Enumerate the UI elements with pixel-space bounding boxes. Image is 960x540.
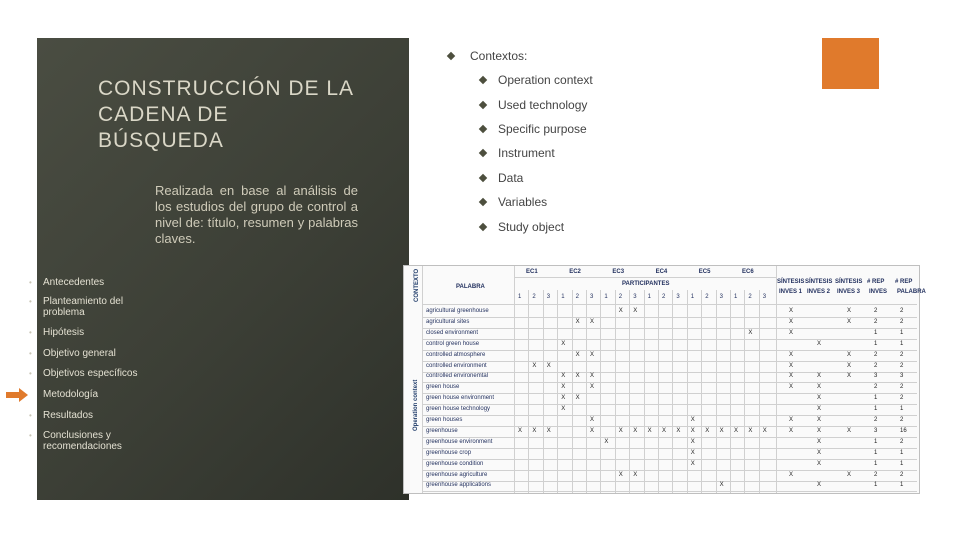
current-section-arrow-icon bbox=[5, 388, 29, 402]
synthesis-header: SÍNTESIS bbox=[835, 279, 863, 285]
participant-number: 3 bbox=[719, 294, 723, 300]
synthesis-header: # REP bbox=[895, 279, 913, 285]
ec-header: EC6 bbox=[742, 269, 754, 275]
participant-number: 3 bbox=[633, 294, 637, 300]
rep-inves-value: 1 bbox=[874, 395, 878, 402]
bullet-icon: • bbox=[29, 369, 32, 378]
participant-mark: X bbox=[734, 427, 739, 434]
rep-inves-value: 1 bbox=[874, 449, 878, 456]
synthesis-mark: X bbox=[847, 373, 852, 380]
synthesis-subheader: PALABRA bbox=[897, 289, 926, 295]
rep-palabra-value: 16 bbox=[900, 427, 907, 434]
synthesis-mark: X bbox=[789, 471, 794, 478]
context-label: CONTEXTO bbox=[414, 268, 420, 302]
synthesis-mark: X bbox=[789, 373, 794, 380]
grid-line bbox=[528, 290, 529, 493]
bullet-icon: • bbox=[29, 431, 32, 440]
rep-inves-value: 2 bbox=[874, 308, 878, 314]
accent-bar bbox=[822, 38, 879, 89]
participant-number: 2 bbox=[575, 294, 579, 300]
grid-line bbox=[672, 290, 673, 493]
bullet-icon: • bbox=[29, 349, 32, 358]
synthesis-header: SÍNTESIS bbox=[805, 279, 833, 285]
context-item bbox=[480, 220, 564, 234]
participant-number: 2 bbox=[748, 294, 752, 300]
participant-mark: X bbox=[590, 373, 595, 380]
synthesis-mark: X bbox=[847, 362, 852, 369]
participant-number: 1 bbox=[561, 294, 565, 300]
participant-number: 1 bbox=[690, 294, 695, 300]
synthesis-subheader: INVES 1 bbox=[779, 289, 803, 295]
grid-line bbox=[586, 290, 587, 493]
agenda-item-label: Metodología bbox=[43, 389, 99, 400]
synthesis-mark: X bbox=[817, 395, 822, 402]
agenda-item-label: Antecedentes bbox=[43, 277, 105, 288]
synthesis-mark: X bbox=[817, 406, 822, 413]
rep-inves-value: 2 bbox=[874, 362, 878, 369]
grid-line bbox=[422, 361, 917, 362]
grid-line bbox=[422, 317, 917, 318]
participant-number: 3 bbox=[590, 294, 594, 300]
rep-palabra-value: 1 bbox=[900, 329, 904, 336]
participant-number: 3 bbox=[546, 294, 551, 300]
participant-mark: X bbox=[618, 471, 623, 478]
ec-header: EC2 bbox=[569, 269, 581, 275]
participant-number: 2 bbox=[705, 294, 709, 300]
diamond-bullet-icon bbox=[479, 125, 487, 133]
participant-mark: X bbox=[604, 438, 609, 445]
agenda-item-label: Objetivo general bbox=[43, 348, 116, 359]
synthesis-mark: X bbox=[789, 427, 794, 434]
synthesis-mark: X bbox=[789, 329, 794, 336]
grid-line bbox=[629, 290, 630, 493]
participant-mark: X bbox=[561, 395, 566, 402]
grid-line bbox=[658, 290, 659, 493]
agenda-item-label: Resultados bbox=[43, 410, 94, 421]
synthesis-header: SÍNTESIS bbox=[777, 279, 805, 285]
grid-line bbox=[543, 290, 544, 493]
participant-mark: X bbox=[561, 373, 566, 380]
participant-number: 1 bbox=[734, 294, 738, 300]
context-item bbox=[480, 98, 587, 112]
rep-palabra-value: 2 bbox=[900, 384, 904, 391]
context-item bbox=[480, 73, 593, 87]
synthesis-mark: X bbox=[847, 308, 852, 314]
rep-inves-value: 3 bbox=[874, 427, 878, 434]
participant-number: 1 bbox=[518, 294, 522, 300]
diamond-bullet-icon bbox=[447, 52, 455, 60]
diamond-bullet-icon bbox=[479, 223, 487, 231]
rep-inves-value: 1 bbox=[874, 406, 878, 413]
synthesis-mark: X bbox=[817, 482, 822, 489]
word-cell: greenhouse crop bbox=[426, 449, 472, 456]
participantes-header: PARTICIPANTES bbox=[622, 281, 670, 287]
word-cell: greenhouse condition bbox=[426, 460, 484, 467]
context-item bbox=[480, 171, 523, 185]
rep-palabra-value: 1 bbox=[900, 460, 904, 467]
rep-inves-value: 2 bbox=[874, 351, 878, 358]
participant-mark: X bbox=[690, 438, 695, 445]
rep-palabra-value: 1 bbox=[900, 482, 904, 489]
ec-header: EC5 bbox=[698, 269, 711, 275]
participant-mark: X bbox=[590, 417, 595, 423]
participant-number: 3 bbox=[762, 294, 767, 300]
ec-header: EC1 bbox=[526, 269, 538, 275]
participant-mark: X bbox=[561, 340, 566, 347]
participant-mark: X bbox=[561, 406, 566, 413]
participant-number: 2 bbox=[532, 294, 536, 300]
word-cell: closed environment bbox=[426, 329, 479, 336]
word-cell: agricultural sites bbox=[426, 318, 470, 325]
participant-mark: X bbox=[618, 308, 623, 314]
participant-mark: X bbox=[690, 417, 695, 423]
word-cell: agricultural greenhouse bbox=[426, 308, 489, 314]
rep-inves-value: 2 bbox=[874, 384, 878, 391]
agenda-item[interactable] bbox=[29, 277, 189, 288]
synthesis-mark: X bbox=[817, 449, 822, 456]
grid-line bbox=[422, 328, 917, 329]
agenda-item-label: Objetivos específicos bbox=[43, 368, 138, 379]
grid-line bbox=[422, 491, 917, 492]
synthesis-mark: X bbox=[817, 340, 822, 347]
grid-line bbox=[422, 459, 917, 460]
bullet-icon: • bbox=[29, 297, 32, 306]
participant-mark: X bbox=[705, 427, 710, 434]
grid-line bbox=[701, 290, 702, 493]
participant-mark: X bbox=[532, 427, 537, 434]
participant-mark: X bbox=[575, 373, 580, 380]
diamond-bullet-icon bbox=[479, 149, 487, 157]
word-cell: greenhouse environment bbox=[426, 438, 493, 445]
grid-line bbox=[422, 304, 917, 305]
synthesis-mark: X bbox=[847, 471, 852, 478]
participant-mark: X bbox=[532, 362, 537, 369]
agenda-item[interactable] bbox=[29, 430, 189, 452]
grid-line bbox=[744, 290, 745, 493]
word-cell: greenhouse agriculture bbox=[426, 471, 488, 478]
participant-number: 1 bbox=[604, 294, 608, 300]
grid-line bbox=[422, 426, 917, 427]
rep-palabra-value: 2 bbox=[900, 351, 904, 358]
agenda-item-label: Hipótesis bbox=[43, 327, 85, 338]
rep-palabra-value: 2 bbox=[900, 318, 904, 325]
word-cell: green house environment bbox=[426, 395, 495, 402]
participant-number: 2 bbox=[618, 294, 623, 300]
participant-mark: X bbox=[748, 427, 753, 434]
word-cell: control green house bbox=[426, 340, 480, 347]
synthesis-mark: X bbox=[817, 460, 822, 467]
slide-description: Realizada en base al análisis de los estudios del grupo de control a nivel de: título, resumen y palabras claves. bbox=[155, 183, 358, 246]
participant-mark: X bbox=[561, 384, 566, 391]
context-item bbox=[480, 146, 555, 160]
diamond-bullet-icon bbox=[479, 174, 487, 182]
bullet-icon: • bbox=[29, 328, 32, 337]
participant-mark: X bbox=[590, 384, 595, 391]
agenda-item[interactable] bbox=[29, 410, 189, 421]
grid-line bbox=[422, 404, 917, 405]
synthesis-mark: X bbox=[847, 351, 852, 358]
synthesis-mark: X bbox=[817, 384, 822, 391]
synthesis-mark: X bbox=[789, 362, 794, 369]
grid-line bbox=[422, 372, 917, 373]
rep-inves-value: 1 bbox=[874, 482, 878, 489]
word-cell: controlled environment bbox=[426, 362, 487, 369]
participant-mark: X bbox=[546, 427, 551, 434]
agenda-item-current[interactable] bbox=[29, 389, 189, 400]
synthesis-mark: X bbox=[789, 417, 794, 423]
grid-line bbox=[687, 290, 688, 493]
grid-line bbox=[514, 277, 776, 278]
word-cell: greenhouse bbox=[426, 427, 458, 434]
synthesis-subheader: INVES 2 bbox=[807, 289, 831, 295]
agenda-item-label: Conclusiones y recomendaciones bbox=[43, 430, 122, 452]
rep-palabra-value: 1 bbox=[900, 340, 904, 347]
rep-inves-value: 1 bbox=[874, 460, 878, 467]
participant-mark: X bbox=[575, 318, 580, 325]
grid-line bbox=[422, 415, 917, 416]
word-cell: controlled environemtal bbox=[426, 373, 489, 380]
participant-mark: X bbox=[575, 395, 580, 402]
participant-mark: X bbox=[618, 427, 623, 434]
rep-palabra-value: 2 bbox=[900, 362, 904, 369]
agenda-item-label: Planteamiento del problema bbox=[43, 296, 124, 318]
bullet-icon: • bbox=[29, 411, 32, 420]
participant-mark: X bbox=[575, 351, 580, 358]
agenda-item[interactable] bbox=[29, 327, 189, 338]
grid-line bbox=[615, 290, 616, 493]
rep-palabra-value: 1 bbox=[900, 449, 904, 456]
synthesis-mark: X bbox=[817, 373, 822, 380]
participant-mark: X bbox=[690, 427, 695, 434]
context-item-label: Operation context bbox=[498, 73, 593, 87]
grid-line bbox=[572, 290, 573, 493]
word-cell: controlled atmosphere bbox=[426, 351, 486, 358]
contexts-heading bbox=[448, 49, 527, 63]
participant-mark: X bbox=[633, 308, 638, 314]
grid-line bbox=[557, 290, 558, 493]
rep-inves-value: 1 bbox=[874, 438, 878, 445]
agenda-item[interactable] bbox=[29, 296, 189, 318]
participant-mark: X bbox=[748, 329, 753, 336]
participant-mark: X bbox=[633, 471, 638, 478]
participant-mark: X bbox=[719, 427, 724, 434]
grid-line bbox=[422, 339, 917, 340]
synthesis-mark: X bbox=[789, 384, 794, 391]
participant-mark: X bbox=[590, 427, 595, 434]
grid-line bbox=[422, 437, 917, 438]
participant-mark: X bbox=[690, 449, 695, 456]
synthesis-subheader: INVES 3 bbox=[837, 289, 861, 295]
participant-mark: X bbox=[546, 362, 551, 369]
synthesis-mark: X bbox=[789, 308, 794, 314]
grid-line bbox=[422, 382, 917, 383]
grid-line bbox=[422, 393, 917, 394]
grid-line bbox=[422, 448, 917, 449]
word-cell: green houses bbox=[426, 417, 463, 423]
context-item-label: Study object bbox=[498, 220, 565, 234]
grid-line bbox=[716, 290, 717, 493]
grid-line bbox=[759, 290, 760, 493]
rep-palabra-value: 2 bbox=[900, 417, 904, 423]
synthesis-mark: X bbox=[817, 438, 822, 445]
participant-mark: X bbox=[762, 427, 767, 434]
participant-mark: X bbox=[633, 427, 638, 434]
contexts-heading-text: Contextos: bbox=[470, 49, 528, 63]
word-cell: green house bbox=[426, 384, 460, 391]
context-item-label: Data bbox=[498, 171, 524, 185]
rep-palabra-value: 1 bbox=[900, 406, 904, 413]
word-cell: green house technology bbox=[426, 406, 491, 413]
participant-mark: X bbox=[647, 427, 652, 434]
context-item-label: Variables bbox=[498, 195, 548, 209]
agenda-item[interactable] bbox=[29, 348, 189, 359]
synthesis-mark: X bbox=[789, 351, 794, 358]
rep-inves-value: 2 bbox=[874, 318, 878, 325]
palabra-header: PALABRA bbox=[456, 284, 485, 290]
diamond-bullet-icon bbox=[479, 101, 487, 109]
rep-palabra-value: 2 bbox=[900, 438, 904, 445]
synthesis-mark: X bbox=[817, 427, 822, 434]
grid-line bbox=[422, 350, 917, 351]
context-item bbox=[480, 195, 547, 209]
slide-title: CONSTRUCCIÓN DE LA CADENA DE BÚSQUEDA bbox=[98, 77, 353, 152]
word-cell: greenhouse applications bbox=[426, 482, 492, 489]
participant-number: 1 bbox=[647, 294, 651, 300]
rep-inves-value: 2 bbox=[874, 471, 878, 478]
participant-mark: X bbox=[676, 427, 681, 434]
rep-inves-value: 1 bbox=[874, 329, 878, 336]
participant-mark: X bbox=[719, 482, 724, 489]
context-item-label: Used technology bbox=[498, 98, 588, 112]
rep-inves-value: 2 bbox=[874, 417, 878, 423]
search-string-table bbox=[403, 265, 926, 494]
ec-header: EC4 bbox=[655, 269, 668, 275]
diamond-bullet-icon bbox=[479, 198, 487, 206]
context-item-label: Specific purpose bbox=[498, 122, 587, 136]
rep-palabra-value: 3 bbox=[900, 373, 904, 380]
synthesis-mark: X bbox=[847, 318, 852, 325]
synthesis-mark: X bbox=[789, 318, 794, 325]
rep-inves-value: 1 bbox=[874, 340, 878, 347]
synthesis-header: # REP bbox=[867, 279, 885, 285]
diamond-bullet-icon bbox=[479, 76, 487, 84]
bullet-icon: • bbox=[29, 278, 32, 287]
grid-line bbox=[600, 290, 601, 493]
grid-line bbox=[730, 290, 731, 493]
participant-mark: X bbox=[690, 460, 695, 467]
rep-palabra-value: 2 bbox=[900, 395, 904, 402]
grid-line bbox=[422, 481, 917, 482]
grid-line bbox=[422, 470, 917, 471]
participant-number: 2 bbox=[662, 294, 666, 300]
grid-line bbox=[644, 290, 645, 493]
participant-mark: X bbox=[518, 427, 523, 434]
ec-header: EC3 bbox=[612, 269, 625, 275]
context-item bbox=[480, 122, 587, 136]
synthesis-mark: X bbox=[817, 417, 822, 423]
participant-mark: X bbox=[662, 427, 667, 434]
rep-inves-value: 3 bbox=[874, 373, 878, 380]
agenda-item[interactable] bbox=[29, 368, 189, 379]
operation-context-label: Operation context bbox=[413, 379, 419, 431]
participant-number: 3 bbox=[676, 294, 680, 300]
rep-palabra-value: 2 bbox=[900, 471, 904, 478]
participant-mark: X bbox=[590, 318, 595, 325]
synthesis-mark: X bbox=[847, 427, 852, 434]
rep-palabra-value: 2 bbox=[900, 308, 904, 314]
synthesis-subheader: INVES bbox=[869, 289, 888, 295]
context-item-label: Instrument bbox=[498, 146, 555, 160]
participant-mark: X bbox=[590, 351, 595, 358]
